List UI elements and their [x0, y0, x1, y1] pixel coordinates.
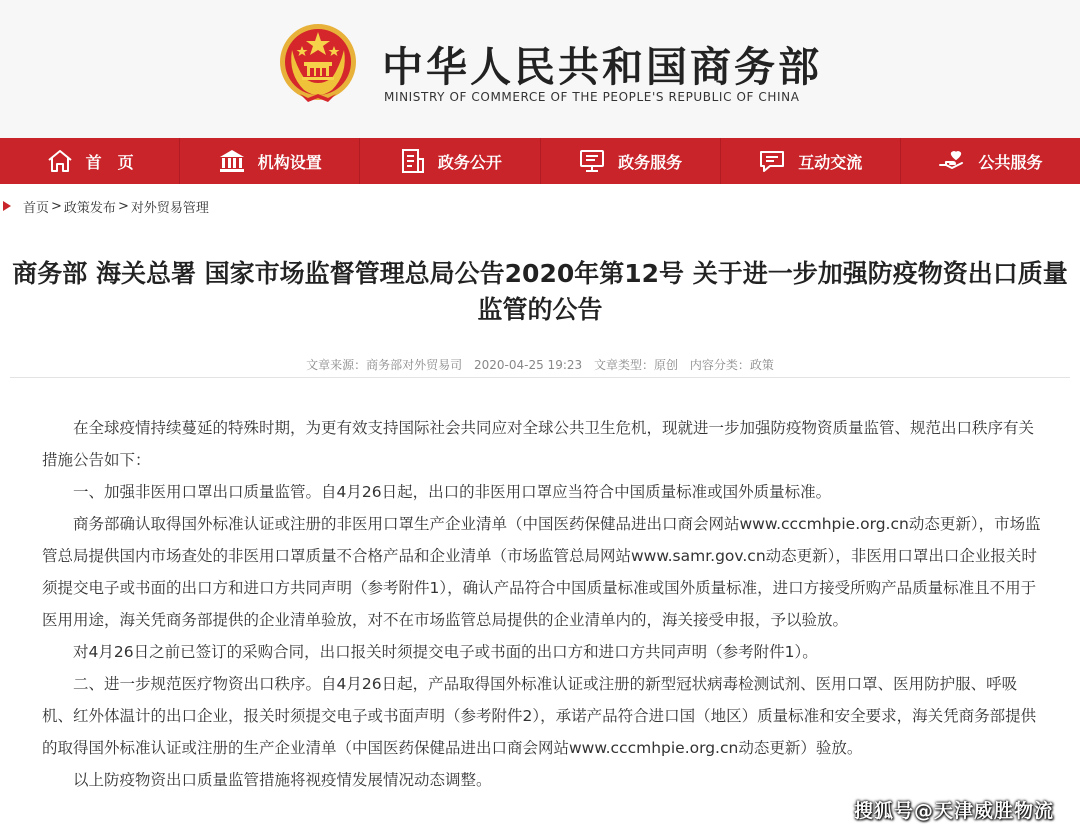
document-icon	[398, 147, 426, 175]
breadcrumb-home-link[interactable]: 首页	[23, 200, 50, 216]
chat-icon	[758, 147, 786, 175]
site-header	[0, 0, 1080, 138]
article-paragraph: 在全球疫情持续蔓延的特殊时期，为更有效支持国际社会共同应对全球公共卫生危机，现就进一步加强防疫物资质量监管、规范出口秩序有关措施公告如下：	[42, 419, 1035, 469]
nav-item-public-service[interactable]	[901, 138, 1080, 184]
watermark: 搜狐号@天津威胜物流	[853, 800, 1054, 822]
monitor-icon	[578, 147, 606, 175]
institution-icon	[218, 147, 246, 175]
nav-item-gov-service[interactable]	[541, 138, 721, 184]
main-nav	[0, 138, 1080, 184]
nav-item-home[interactable]	[0, 138, 180, 184]
breadcrumb-separator: >	[51, 198, 62, 214]
divider	[10, 377, 1070, 378]
breadcrumb-separator: >	[117, 198, 129, 214]
nav-label: 机构设置	[257, 152, 322, 172]
site-subtitle: MINISTRY OF COMMERCE OF THE PEOPLE'S REPUBLIC OF CHINA	[384, 90, 800, 104]
home-icon	[46, 147, 74, 175]
article-type: 文章类型：原创	[593, 358, 678, 372]
article-meta	[0, 356, 1080, 373]
article-category: 内容分类：政策	[689, 358, 774, 372]
breadcrumb-arrow-icon	[3, 201, 11, 211]
nav-item-gov-affairs[interactable]	[360, 138, 540, 184]
article-title: 商务部 海关总署 国家市场监督管理总局公告2020年第12号 关于进一步加强防疫物资出口质量监管的公告	[12, 259, 1068, 324]
breadcrumb	[0, 194, 209, 218]
nav-label: 政务服务	[618, 152, 683, 172]
article-paragraph: 二、进一步规范医疗物资出口秩序。自4月26日起，产品取得国外标准认证或注册的新型冠状病毒检测试剂、医用口罩、医用防护服、呼吸机、红外体温计的出口企业，报关时须提交电子或书面声明（参考附件2），承诺产品符合进口国（地区）质量标准和安全要求，海关凭商务部提供的取得国外标准认证或注册的生产企业清单（中国医药保健品进出口商会网站www.cccmhpie.org.cn动态更新）验放。	[42, 675, 1037, 757]
nav-label: 政务公开	[437, 152, 502, 172]
national-emblem-icon[interactable]	[278, 22, 358, 108]
nav-label: 互动交流	[798, 152, 863, 172]
hand-icon	[938, 147, 966, 175]
article-paragraph: 商务部确认取得国外标准认证或注册的非医用口罩生产企业清单（中国医药保健品进出口商会网站www.cccmhpie.org.cn动态更新），市场监管总局提供国内市场查处的非医用口罩质量不合格产品和企业清单（市场监管总局网站www.samr.gov.cn动态更新），非医用口罩出口企业报关时须提交电子或书面的出口方和进口方共同声明（参考附件1），确认产品符合中国质量标准或国外质量标准，进口方接受所购产品质量标准且不用于医用用途，海关凭商务部提供的企业清单验放，对不在市场监管总局提供的企业清单内的，海关接受申报，予以验放。	[42, 515, 1041, 629]
article-date: 2020-04-25 19:23	[474, 358, 583, 372]
article-body	[42, 412, 1042, 796]
nav-label: 首 页	[85, 152, 134, 172]
article-source: 文章来源：商务部对外贸易司	[306, 358, 463, 372]
nav-item-institution[interactable]	[180, 138, 360, 184]
breadcrumb-policy-link[interactable]: 政策发布	[63, 200, 116, 216]
article-paragraph: 一、加强非医用口罩出口质量监管。自4月26日起，出口的非医用口罩应当符合中国质量标准或国外质量标准。	[73, 483, 832, 501]
site-title: 中华人民共和国商务部	[382, 43, 822, 91]
breadcrumb-trade-link[interactable]: 对外贸易管理	[130, 200, 209, 216]
nav-label: 公共服务	[978, 152, 1043, 172]
article-paragraph: 对4月26日之前已签订的采购合同，出口报关时须提交电子或书面的出口方和进口方共同声明（参考附件1）。	[73, 643, 818, 661]
article-paragraph: 以上防疫物资出口质量监管措施将视疫情发展情况动态调整。	[73, 771, 492, 789]
nav-item-interaction[interactable]	[721, 138, 901, 184]
